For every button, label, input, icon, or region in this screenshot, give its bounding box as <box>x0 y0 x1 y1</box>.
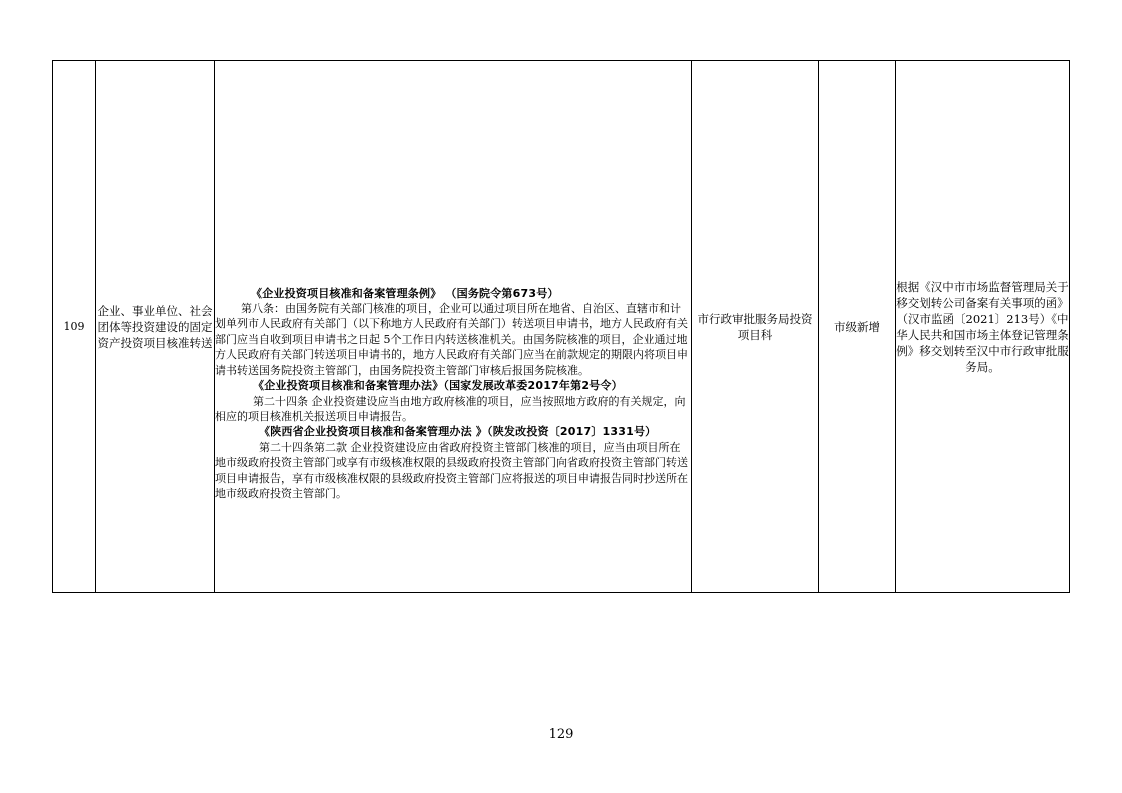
responsible-department: 市行政审批服务局投资项目科 <box>692 61 819 593</box>
law-article: 第二十四条第二款 企业投资建设应由省政府投资主管部门核准的项目，应当由项目所在地市级政府投资主管部门或享有市级核准权限的县级政府投资主管部门向省政府投资主管部门转送项目申请报告，享有市级核准权限的县级政府投资主管部门应将报送的项目申请报告同时抄送所在地市级政府投资主管部门。 <box>215 440 688 500</box>
law-title: 《企业投资项目核准和备案管理办法》（国家发展改革委2017年第2号令） <box>253 379 623 393</box>
change-type: 市级新增 <box>819 61 896 593</box>
item-number: 109 <box>53 61 96 593</box>
item-table <box>52 60 1070 593</box>
law-title: 《企业投资项目核准和备案管理条例》 （国务院令第673号） <box>251 286 559 300</box>
legal-basis-cell <box>215 61 692 593</box>
law-article: 第二十四条 企业投资建设应当由地方政府核准的项目，应当按照地方政府的有关规定，向相应的项目核准机关报送项目申请报告。 <box>215 394 686 423</box>
law-article: 第八条：由国务院有关部门核准的项目，企业可以通过项目所在地省、自治区、直辖市和计划单列市人民政府有关部门（以下称地方人民政府有关部门）转送项目申请书，地方人民政府有关部门应当自收到项目申请书之日起 5个工作日内转送核准机关。由国务院核准的项目，企业通过地方人民政府有关部门转送项目申请书的，地方人民政府有关部门应当在前款规定的期限内将项目申请书转送国务院投资主管部门，由国务院投资主管部门审核后报国务院核准。 <box>215 302 688 377</box>
page-number: 129 <box>548 727 574 742</box>
note-cell: 根据《汉中市市场监督管理局关于移交划转公司备案有关事项的函》（汉市监函〔2021〕213号）《中华人民共和国市场主体登记管理条例》移交划转至汉中市行政审批服务局。 <box>896 61 1070 593</box>
table-row <box>53 61 1070 593</box>
legal-basis-content <box>215 286 691 502</box>
law-title: 《陕西省企业投资项目核准和备案管理办法 》（陕发改投资〔2017〕1331号） <box>259 425 657 439</box>
item-name: 企业、事业单位、社会团体等投资建设的固定资产投资项目核准转送 <box>96 61 215 593</box>
